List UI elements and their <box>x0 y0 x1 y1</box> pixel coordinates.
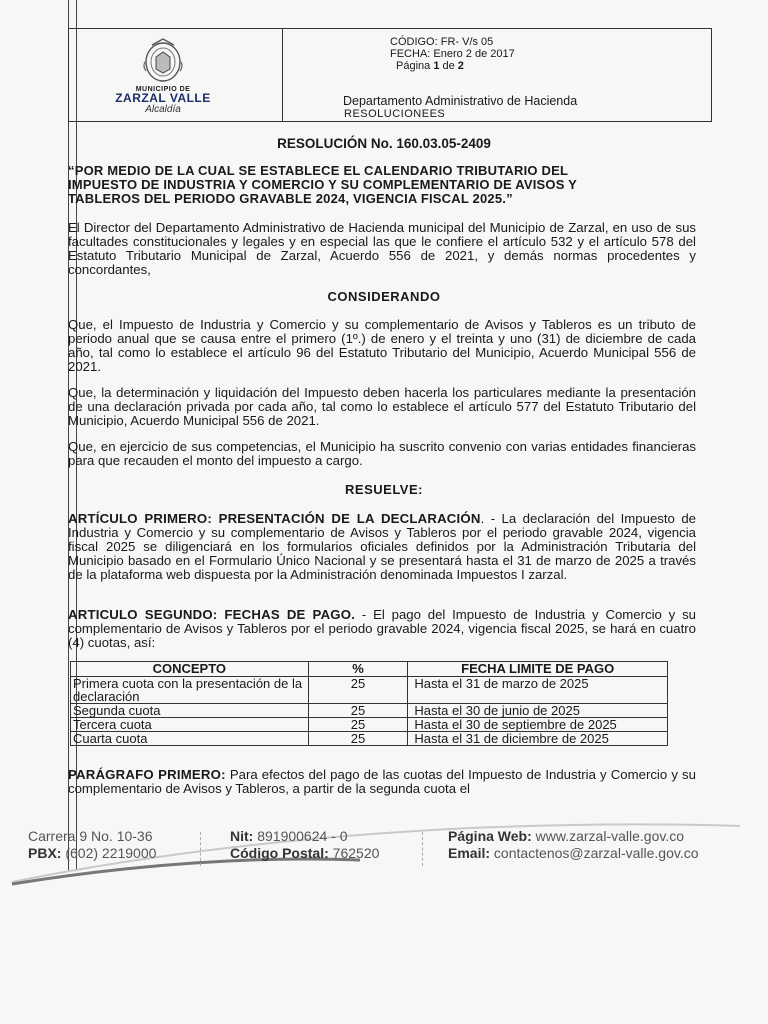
considerando-heading: CONSIDERANDO <box>327 289 441 304</box>
section-name: RESOLUCIONEES <box>344 108 446 120</box>
email-line[interactable] <box>448 845 699 862</box>
table-header-cell: CONCEPTO <box>71 662 309 677</box>
title-line: “POR MEDIO DE LA CUAL SE ESTABLECE EL CALENDARIO TRIBUTARIO DEL <box>68 163 569 178</box>
title-line: TABLEROS DEL PERIODO GRAVABLE 2024, VIGENCIA FISCAL 2025.” <box>68 191 513 206</box>
page-prefix: Página <box>396 60 434 72</box>
resuelve-heading: RESUELVE: <box>345 482 423 497</box>
footer-address <box>28 828 156 862</box>
document-code: CÓDIGO: FR- V/s 05 <box>390 36 494 48</box>
paragrafo-primero-text: Para efectos del pago de las cuotas del Impuesto de Industria y Comercio y su complementario de Avisos y Tableros, a partir de la segunda cuota el <box>68 767 696 796</box>
articulo-primero-label: ARTÍCULO PRIMERO: PRESENTACIÓN DE LA DECLARACIÓN <box>68 511 481 526</box>
resolution-title <box>68 164 696 206</box>
binder-line <box>68 0 69 870</box>
table-row <box>71 677 668 704</box>
concepto-cell: Tercera cuota <box>71 718 309 732</box>
document-meta <box>390 36 515 72</box>
postal-code-value: 762520 <box>328 845 380 861</box>
postal-code-label: Código Postal: <box>230 845 329 861</box>
articulo-segundo-label: ARTICULO SEGUNDO: FECHAS DE PAGO. <box>68 607 356 622</box>
concepto-cell: Primera cuota con la presentación de la declaración <box>71 677 309 704</box>
table-header-cell: FECHA LIMITE DE PAGO <box>408 662 668 677</box>
considerando-paragraph: Que, el Impuesto de Industria y Comercio y su complementario de Avisos y Tableros es un tributo de periodo anual que se causa entre el primero (1º.) de enero y el treinta y uno (31) de diciembre de cada año, tal como lo establece el artículo 96 del Estatuto Tributario del Municipio, Acuerdo Municipal 556 de 2021. <box>68 317 696 374</box>
page-total: 2 <box>457 60 464 72</box>
fecha-cell: Hasta el 30 de septiembre de 2025 <box>408 718 668 732</box>
logo-line-3: Alcaldía <box>145 104 181 115</box>
page-indicator <box>390 60 515 72</box>
pbx-value: (602) 2219000 <box>61 845 157 861</box>
title-line: IMPUESTO DE INDUSTRIA Y COMERCIO Y SU COMPLEMENTARIO DE AVISOS Y <box>68 177 578 192</box>
web-line[interactable] <box>448 828 699 845</box>
document-date: FECHA: Enero 2 de 2017 <box>390 48 515 60</box>
resolution-number: RESOLUCIÓN No. 160.03.05-2409 <box>277 136 491 151</box>
concepto-cell: Segunda cuota <box>71 704 309 718</box>
considerando-paragraph: Que, la determinación y liquidación del Impuesto deben hacerla los particulares mediante la presentación de una declaración privada por cada año, tal como lo establece el artículo 577 del Estatuto Tributario del Municipio, Acuerdo Municipal 556 de 2021. <box>68 385 696 428</box>
table-header-row <box>71 662 668 677</box>
articulo-primero-text: . - La declaración del Impuesto de Industria y Comercio y su complementario de Avisos y Tableros por el periodo gravable 2024, vigencia fiscal 2025 se diligenciará en los formularios oficiales definidos por la Administración Tributaria del Municipio basado en el Formulario Único Nacional y se presentará hasta el 31 de marzo de 2025 a través de la plataforma web dispuesta por la Administración denominada Impuestos I zarzal. <box>68 511 696 582</box>
percent-cell: 25 <box>308 677 408 704</box>
paragrafo-primero-label: PARÁGRAFO PRIMERO: <box>68 767 226 782</box>
articulo-primero <box>68 512 696 582</box>
percent-cell: 25 <box>308 732 408 746</box>
footer-tax-info <box>230 828 379 862</box>
email-label: Email: <box>448 845 491 861</box>
paragrafo-primero <box>68 768 696 796</box>
considerando-paragraph: Que, en ejercicio de sus competencias, el Municipio ha suscrito convenio con varias entidades financieras para que recauden el monto del impuesto a cargo. <box>68 439 696 468</box>
fecha-cell: Hasta el 31 de diciembre de 2025 <box>408 732 668 746</box>
table-row <box>71 718 668 732</box>
footer-divider <box>200 832 202 866</box>
table-header-cell: % <box>308 662 408 677</box>
nit-label: Nit: <box>230 828 254 844</box>
municipality-logo <box>103 35 223 115</box>
intro-paragraph: El Director del Departamento Administrativo de Hacienda municipal del Municipio de Zarzal, en uso de sus facultades constitucionales y legales y en especial las que le confiere el artículo 532 y el artículo 578 del Estatuto Tributario Municipal de Zarzal, Acuerdo 556 de 2021, y demás normas procedentes y concordantes, <box>68 220 696 277</box>
email-link[interactable]: contactenos@zarzal-valle.gov.co <box>490 845 699 861</box>
table-row <box>71 704 668 718</box>
percent-cell: 25 <box>308 704 408 718</box>
logo-line-1: MUNICIPIO DE <box>135 86 191 93</box>
articulo-segundo-text: - El pago del Impuesto de Industria y Comercio y su complementario de Avisos y Tableros por el periodo gravable 2024, vigencia fiscal 2025, se hará en cuatro (4) cuotas, así: <box>68 607 697 650</box>
percent-cell: 25 <box>308 718 408 732</box>
postal-code-line <box>230 845 379 862</box>
pbx-label: PBX: <box>28 845 62 861</box>
address-text: Carrera 9 No. 10-36 <box>28 828 153 844</box>
fecha-cell: Hasta el 30 de junio de 2025 <box>408 704 668 718</box>
web-link[interactable]: www.zarzal-valle.gov.co <box>531 828 685 844</box>
department-name: Departamento Administrativo de Hacienda <box>343 94 578 108</box>
pbx-line <box>28 845 156 862</box>
page-mid: de <box>439 60 458 72</box>
concepto-cell: Cuarta cuota <box>71 732 309 746</box>
coat-of-arms-icon <box>138 35 188 85</box>
articulo-segundo <box>68 608 696 650</box>
fecha-cell: Hasta el 31 de marzo de 2025 <box>408 677 668 704</box>
web-label: Página Web: <box>448 828 532 844</box>
nit-value: 891900624 - 0 <box>253 828 348 844</box>
nit-line <box>230 828 379 845</box>
table-row <box>71 732 668 746</box>
payment-schedule-table <box>70 661 668 746</box>
page-number: 1 <box>433 60 440 72</box>
footer-contact <box>448 828 699 862</box>
header-divider <box>282 29 283 121</box>
footer-divider <box>422 832 424 866</box>
logo-line-2: ZARZAL VALLE <box>115 91 211 105</box>
